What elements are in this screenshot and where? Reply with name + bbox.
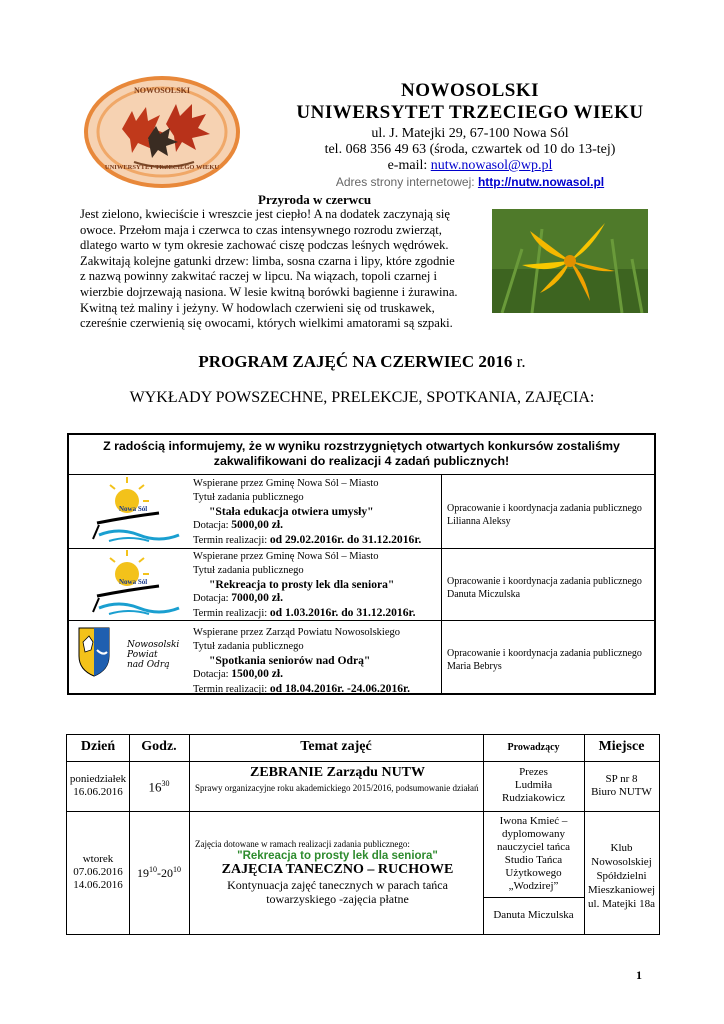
task-row — [69, 548, 654, 621]
row1-day — [67, 773, 129, 799]
tasks-heading-line2: zakwalifikowani do realizacji 4 zadań publicznych! — [213, 454, 510, 468]
org-address: ul. J. Matejki 29, 67-100 Nowa Sól — [371, 126, 569, 141]
header-leader: Prowadzący — [507, 742, 560, 753]
task-coordination — [441, 548, 655, 620]
place-line: Nowosolskiej — [591, 856, 652, 868]
place-line: ul. Matejki 18a — [588, 898, 655, 910]
site-link[interactable]: http://nutw.nowasol.pl — [477, 175, 605, 189]
program-title-suffix: r. — [512, 352, 526, 371]
leader-line: Ludmiła — [514, 779, 553, 791]
place-line: Spółdzielni — [596, 870, 647, 882]
header-day: Dzień — [80, 739, 116, 754]
powiat-logo — [69, 620, 189, 693]
task-title-label: Tytuł zadania publicznego — [193, 491, 304, 503]
row2-topic-note: Zajęcia dotowane w ramach realizacji zadania publicznego: — [195, 839, 410, 849]
leader-line: Studio Tańca — [504, 854, 563, 866]
row2-day-line: wtorek — [82, 853, 114, 865]
row1-leader — [483, 766, 584, 805]
row2-hour-b-sup: 10 — [173, 865, 181, 874]
nowa-sol-logo-text: Nowa Sól — [119, 505, 148, 513]
coord-label: Opracowanie i koordynacja zadania publicznego — [447, 576, 642, 587]
term-label: Termin realizacji: — [193, 535, 270, 547]
org-site-line — [260, 175, 680, 189]
task-row — [69, 620, 654, 696]
task-name: "Rekreacja to prosty lek dla seniora" — [209, 577, 395, 591]
public-tasks-box — [67, 433, 656, 695]
task-grant — [193, 591, 443, 606]
program-title — [0, 352, 724, 372]
leader-line: Iwona Kmieć – — [499, 815, 568, 827]
program-title-text: PROGRAM ZAJĘĆ NA CZERWIEC 2016 — [198, 352, 513, 371]
intro-line: Jest zielono, kwieciście i wreszcie jest ciepło! A na dodatek zaczynają się — [80, 207, 450, 221]
topic-desc-line: towarzyskiego -zajęcia płatne — [266, 892, 409, 906]
row1-hour — [129, 779, 189, 795]
row2-leader — [483, 815, 584, 893]
org-title-line2: UNIWERSYTET TRZECIEGO WIEKU — [296, 102, 644, 123]
task-details — [193, 626, 443, 697]
intro-line: z nazwą powinny zakwitać raczej w lipcu. Na wiązach, topoli czarnej i — [80, 269, 438, 284]
nowa-sol-logo — [69, 475, 189, 548]
coord-name: Maria Bebrys — [447, 660, 502, 672]
row2-topic-desc — [195, 878, 480, 906]
task-name: "Stała edukacja otwiera umysły" — [209, 504, 374, 518]
powiat-logo-line: Nowosolski — [127, 640, 180, 650]
leader-divider — [483, 897, 584, 898]
row2-topic-title: ZAJĘCIA TANECZNO – RUCHOWE — [221, 862, 454, 877]
page-number: 1 — [636, 968, 642, 982]
row2-day-line: 07.06.2016 — [73, 866, 123, 878]
intro-line: dlatego warto w tym okresie zachować ciszę podczas leśnych wędrówek. — [80, 238, 449, 253]
leader-line: Rudziakowicz — [502, 792, 565, 804]
row2-day — [67, 853, 129, 892]
task-title-label: Tytuł zadania publicznego — [193, 564, 304, 576]
logo-text-bottom: UNIWERSYTET TRZECIEGO WIEKU — [104, 164, 220, 171]
intro-title: Przyroda w czerwcu — [258, 192, 372, 207]
row1-day-date: 16.06.2016 — [73, 786, 123, 798]
grant-label: Dotacja: — [193, 593, 232, 605]
row2-hour-sep: -20 — [157, 866, 173, 880]
leader-line: Prezes — [519, 766, 548, 778]
task-sponsor: Wspierane przez Gminę Nowa Sól – Miasto — [193, 551, 379, 562]
org-title-line1: NOWOSOLSKI — [400, 80, 540, 101]
email-link[interactable]: nutw.nowasol@wp.pl — [430, 158, 553, 173]
task-coordination — [441, 620, 655, 693]
logo-text-top: NOWOSOLSKI — [134, 86, 191, 95]
row1-day-name: poniedziałek — [69, 773, 127, 785]
header-place: Miejsce — [598, 739, 645, 754]
task-row — [69, 475, 654, 549]
grant-label: Dotacja: — [193, 669, 232, 681]
header-topic: Temat zajęć — [300, 739, 372, 754]
task-grant — [193, 667, 443, 682]
term-label: Termin realizacji: — [193, 684, 270, 696]
task-grant — [193, 518, 443, 533]
place-line: Biuro NUTW — [591, 786, 652, 798]
coord-label: Opracowanie i koordynacja zadania publicznego — [447, 648, 642, 659]
powiat-logo-line: Powiat — [127, 650, 158, 660]
site-label: Adres strony internetowej: — [335, 175, 478, 189]
task-sponsor: Wspierane przez Gminę Nowa Sól – Miasto — [193, 478, 379, 489]
row1-topic-title: ZEBRANIE Zarządu NUTW — [249, 765, 426, 780]
row1-place — [584, 773, 659, 799]
place-line: Klub — [610, 842, 633, 854]
row2-topic — [195, 839, 480, 906]
intro-line: Kwitną też maliny i jeżyny. W hodowlach czerwieni się od truskawek, — [80, 300, 435, 315]
leader-line: Użytkowego — [505, 867, 562, 879]
coord-label: Opracowanie i koordynacja zadania publicznego — [447, 503, 642, 514]
intro-line: Zakwitają kolejne gatunki drzew: limba, sosna czarna i lipy, które zgodnie — [80, 253, 455, 268]
intro-line: czereśnie czerwienią się owocami, których wielkimi amatorami są szpaki. — [80, 316, 453, 331]
grant-amount: 5000,00 zł. — [231, 518, 284, 532]
leader-line: „Wodzirej” — [508, 880, 559, 892]
place-line: SP nr 8 — [605, 773, 638, 785]
task-sponsor: Wspierane przez Zarząd Powiatu Nowosolskiego — [193, 627, 401, 638]
row2-hour — [129, 865, 189, 881]
email-label: e-mail: — [387, 158, 431, 173]
task-term — [193, 606, 443, 621]
task-term — [193, 682, 443, 697]
org-phone: tel. 068 356 49 63 (środa, czwartek od 10 do 13-tej) — [324, 142, 616, 157]
term-value: od 18.04.2016r. -24.06.2016r. — [269, 682, 411, 696]
org-email-line — [260, 158, 680, 174]
coord-name: Danuta Miczulska — [447, 588, 521, 600]
task-title-label: Tytuł zadania publicznego — [193, 640, 304, 652]
row1-hour-main: 16 — [148, 779, 162, 795]
nowa-sol-logo-text: Nowa Sól — [119, 578, 148, 586]
task-term — [193, 533, 443, 548]
row1-hour-sup: 30 — [161, 779, 170, 788]
tasks-heading-line1: Z radością informujemy, że w wyniku rozstrzygniętych otwartych konkursów zostaliśmy — [103, 439, 620, 453]
row2-hour-a: 19 — [137, 866, 149, 880]
grant-amount: 1500,00 zł. — [231, 667, 284, 681]
row2-place — [584, 841, 659, 911]
coord-name: Lilianna Aleksy — [447, 515, 511, 527]
task-details — [193, 477, 443, 548]
intro-line: wierzbie dojrzewają nasiona. W lesie kwitną borówki bagienne i żurawina. — [80, 284, 458, 299]
row2-hour-a-sup: 10 — [149, 865, 157, 874]
tasks-heading — [69, 435, 654, 475]
topic-desc-line: Kontynuacja zajęć tanecznych w parach tańca — [227, 878, 448, 892]
intro-text — [80, 207, 490, 332]
nowa-sol-logo — [69, 548, 189, 620]
grant-amount: 7000,00 zł. — [231, 591, 284, 605]
row2-leader2: Danuta Miczulska — [493, 909, 574, 921]
schedule-table — [66, 734, 660, 935]
term-label: Termin realizacji: — [193, 608, 270, 620]
task-coordination — [441, 475, 655, 548]
powiat-logo-line: nad Odrą — [127, 660, 170, 670]
row2-day-line: 14.06.2016 — [73, 879, 123, 891]
intro-line: owoce. Przełom maja i czerwca to czas intensywnego rozrodu zwierząt, — [80, 222, 442, 237]
header-hour: Godz. — [141, 739, 177, 754]
leader-line: nauczyciel tańca — [497, 841, 570, 853]
term-value: od 1.03.2016r. do 31.12.2016r. — [269, 606, 416, 620]
program-subtitle: WYKŁADY POWSZECHNE, PRELEKCJE, SPOTKANIA, ZAJĘCIA: — [129, 389, 595, 406]
lily-photo — [492, 209, 648, 313]
row1-topic — [195, 765, 480, 794]
task-name: "Spotkania seniorów nad Odrą" — [209, 653, 371, 667]
row1-topic-desc: Sprawy organizacyjne roku akademickiego 2015/2016, podsumowanie działań — [195, 783, 479, 793]
term-value: od 29.02.2016r. do 31.12.2016r. — [269, 533, 422, 547]
powiat-logo-text — [127, 640, 179, 670]
nutw-logo — [82, 74, 242, 190]
leader-line: dyplomowany — [502, 828, 565, 840]
task-details — [193, 550, 443, 621]
grant-label: Dotacja: — [193, 520, 232, 532]
place-line: Mieszkaniowej — [587, 884, 656, 896]
row2-topic-task: "Rekreacja to prosty lek dla seniora" — [237, 850, 438, 862]
